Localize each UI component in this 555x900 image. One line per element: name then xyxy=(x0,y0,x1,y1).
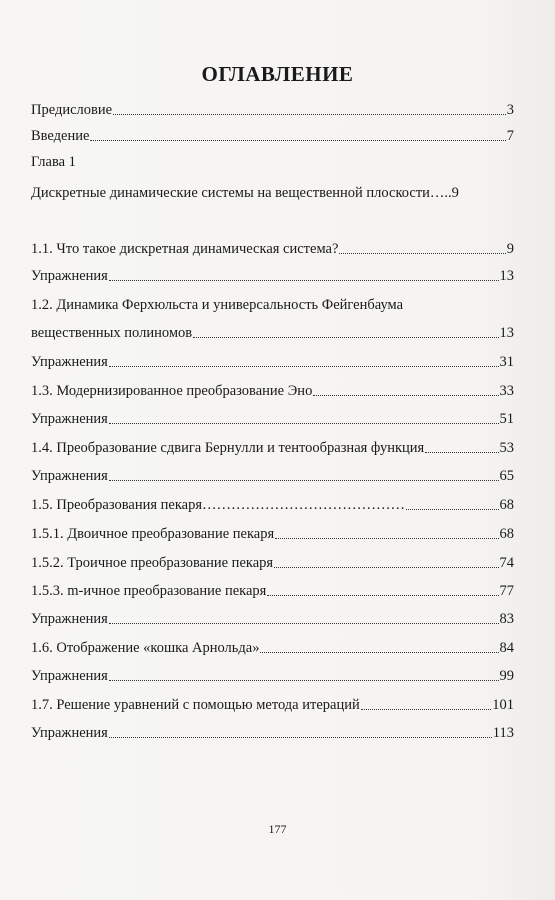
toc-entry-chapter-title xyxy=(31,183,514,203)
toc-label: 1.5.3. m-ичное преобразование пекаря xyxy=(31,583,267,599)
toc-entry-introduction xyxy=(31,126,514,146)
toc-label: 1.5.2. Троичное преобразование пекаря xyxy=(31,555,274,571)
page-number: 177 xyxy=(268,822,287,836)
leader-dots xyxy=(109,365,499,367)
leader-dots xyxy=(313,394,498,396)
toc-page: 101 xyxy=(492,697,514,713)
leader-dots xyxy=(113,113,506,115)
toc-entry-1-2-cont xyxy=(31,323,514,343)
toc-page: 51 xyxy=(499,411,514,427)
toc-page: 9 xyxy=(451,185,459,201)
toc-page: 53 xyxy=(499,440,514,456)
toc-entry-1-1 xyxy=(31,239,514,259)
toc-page: 65 xyxy=(499,468,514,484)
toc-label: 1.7. Решение уравнений с помощью метода итераций xyxy=(31,697,360,713)
toc-entry-1-5-3 xyxy=(31,581,514,601)
leader-dots xyxy=(109,736,492,738)
toc-label: 1.2. Динамика Ферхюльста и универсальность Фейгенбаума xyxy=(31,297,404,313)
toc-entry-1-3 xyxy=(31,381,514,401)
toc-label: 1.4. Преобразование сдвига Бернулли и тентообразная функция xyxy=(31,440,425,456)
leader-dots xyxy=(267,594,498,596)
toc-label: Глава 1 xyxy=(31,154,76,170)
toc-entry-exercises xyxy=(31,723,514,743)
toc-label: Упражнения xyxy=(31,468,108,484)
toc-page: 33 xyxy=(499,383,514,399)
toc-page: 68 xyxy=(499,497,514,513)
leader-dots xyxy=(109,279,499,281)
toc-label: Предисловие xyxy=(31,102,113,118)
toc-page: 3 xyxy=(506,102,514,118)
toc-label: 1.1. Что такое дискретная динамическая система? xyxy=(31,241,339,257)
toc-label: Упражнения xyxy=(31,411,108,427)
leader-dots xyxy=(90,139,505,141)
toc-page: 77 xyxy=(499,583,514,599)
toc-label: 1.3. Модернизированное преобразование Эно xyxy=(31,383,313,399)
leader-dots xyxy=(109,479,499,481)
page-title: ОГЛАВЛЕНИЕ xyxy=(201,62,354,86)
toc-entry-1-5-1 xyxy=(31,524,514,544)
toc-label: Упражнения xyxy=(31,725,108,741)
toc-label: Упражнения xyxy=(31,354,108,370)
leader-dots xyxy=(109,679,499,681)
toc-entry-1-7 xyxy=(31,695,514,715)
leader-dots xyxy=(109,622,499,624)
toc-label: Упражнения xyxy=(31,611,108,627)
toc-entry-1-5-2 xyxy=(31,553,514,573)
leader-dots xyxy=(406,508,498,510)
leader-dots xyxy=(274,566,498,568)
toc-entry-exercises xyxy=(31,266,514,286)
leader-dots xyxy=(275,537,498,539)
toc-page: 31 xyxy=(499,354,514,370)
toc-page: 74 xyxy=(499,555,514,571)
toc-page: 83 xyxy=(499,611,514,627)
toc-page: 13 xyxy=(499,325,514,341)
toc-label: 1.5.1. Двоичное преобразование пекаря xyxy=(31,526,275,542)
toc-entry-preface xyxy=(31,100,514,120)
toc-entry-exercises xyxy=(31,466,514,486)
toc-entry-1-2 xyxy=(31,295,514,315)
toc-entry-1-6 xyxy=(31,638,514,658)
toc-entry-exercises xyxy=(31,409,514,429)
toc-label: 1.5. Преобразования пекаря…………………………………… xyxy=(31,497,406,513)
leader-dots xyxy=(361,708,492,710)
toc-label: вещественных полиномов xyxy=(31,325,193,341)
toc-page: 113 xyxy=(492,725,514,741)
toc-page: 99 xyxy=(499,668,514,684)
toc-label: Упражнения xyxy=(31,668,108,684)
toc-chapter-heading xyxy=(31,152,514,172)
leader-dots xyxy=(425,451,498,453)
leader-dots xyxy=(109,422,499,424)
toc-label: Упражнения xyxy=(31,268,108,284)
toc-page: 9 xyxy=(506,241,514,257)
toc-entry-1-4 xyxy=(31,438,514,458)
toc-label: Дискретные динамические системы на вещественной плоскости….. xyxy=(31,185,452,201)
toc-entry-1-5 xyxy=(31,495,514,515)
toc-label: 1.6. Отображение «кошка Арнольда» xyxy=(31,640,260,656)
toc-page: 84 xyxy=(499,640,514,656)
toc-entry-exercises xyxy=(31,666,514,686)
leader-dots xyxy=(193,336,498,338)
toc-entry-exercises xyxy=(31,609,514,629)
toc-entry-exercises xyxy=(31,352,514,372)
leader-dots xyxy=(339,252,505,254)
leader-dots xyxy=(260,651,498,653)
toc-label: Введение xyxy=(31,128,90,144)
toc-page: 68 xyxy=(499,526,514,542)
toc-page: 13 xyxy=(499,268,514,284)
toc-page: 7 xyxy=(506,128,514,144)
